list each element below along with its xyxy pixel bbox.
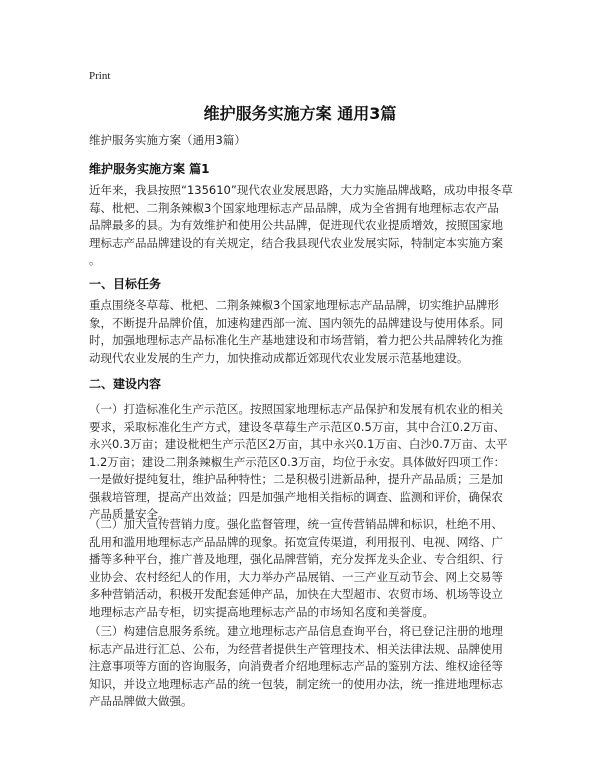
text-line: 永兴0.3万亩；建设枇杷生产示范区2万亩，其中永兴0.1万亩、白沙0.7万亩、太平 [89,437,508,451]
text-line: 。 [89,253,101,267]
text-line: 强栽培管理，提高产出效益；四是加强产地相关指标的调查、监测和评价，确保农 [89,489,503,504]
intro-paragraph [89,182,514,270]
text-line: 标志产品进行汇总、公布，为经营者提供生产管理技术、相关法律法规、品牌使用 [89,641,503,656]
text-line: 产品质量安全。 [89,507,170,521]
text-line: 莓、枇杷、二荆条辣椒3个国家地理标志产品品牌，成为全省拥有地理标志农产品 [89,200,499,215]
text-line: 象，不断提升品牌价值，加速构建西部一流、国内领先的品牌建设与使用体系。同 [89,315,503,330]
text-line: （二）加大宣传营销力度。强化监督管理，统一宣传营销品牌和标识，杜绝不用、 [89,517,503,531]
document-title: 维护服务实施方案 通用3篇 [203,104,397,123]
text-line: 多种营销活动，积极开发配套延伸产品，加快在大型超市、农贸市场、机场等设立 [89,587,503,601]
text-line: 动现代农业发展的生产力，加快推动成都近郊现代农业发展示范基地建设。 [89,350,469,365]
text-line: （一）打造标准化生产示范区。按照国家地理标志产品保护和发展有机农业的相关 [89,402,503,416]
document-subtitle: 维护服务实施方案（通用3篇） [89,133,246,147]
content-paragraph-1 [89,401,514,524]
content-paragraph-2 [89,516,514,621]
section-goals-title: 一、目标任务 [89,277,162,291]
text-line: 近年来，我县按照“135610”现代农业发展思路，大力实施品牌战略，成功申报冬草 [89,183,513,197]
text-line: 一是做好提纯复壮，维护品种特性；二是积极引进新品种，提升产品品质；三是加 [89,472,503,486]
text-line: 重点围绕冬草莓、枇杷、二荆条辣椒3个国家地理标志产品品牌，切实维护品牌形 [89,298,499,312]
text-line: 乱用和滥用地理标志产品品牌的现象。拓宽宣传渠道，利用报刊、电视、网络、广 [89,534,503,549]
content-paragraph-3 [89,623,514,711]
text-line: 注意事项等方面的咨询服务，向消费者介绍地理标志产品的鉴别方法、维权途径等 [89,659,503,673]
section-goals-paragraph [89,297,514,367]
text-line: 产品品牌做大做强。 [89,694,193,708]
text-line: 地理标志产品专柜，切实提高地理标志产品的市场知名度和美誉度。 [89,604,434,619]
article-title: 维护服务实施方案 篇1 [89,162,210,176]
text-line: 1.2万亩；建设二荆条辣椒生产示范区0.3万亩，均位于永安。具体做好四项工作： [89,454,506,469]
text-line: 品牌最多的县。为有效维护和使用公共品牌，促进现代农业提质增效，按照国家地 [89,218,503,232]
print-link[interactable]: Print [89,70,111,82]
text-line: 业协会、农村经纪人的作用，大力举办产品展销、一三产业互动节会、网上交易等 [89,569,503,584]
text-line: 时，加强地理标志产品标准化生产基地建设和市场营销，着力把公共品牌转化为推 [89,333,503,347]
text-line: 理标志产品品牌建设的有关规定，结合我县现代农业发展实际，特制定本实施方案 [89,235,503,250]
text-line: （三）构建信息服务系统。建立地理标志产品信息查询平台，将已登记注册的地理 [89,624,503,638]
text-line: 知识，并设立地理标志产品的统一包装，制定统一的使用办法，统一推进地理标志 [89,676,503,691]
text-line: 播等多种平台，推广普及地理，强化品牌营销，充分发挥龙头企业、专合组织、行 [89,552,503,566]
text-line: 要求，采取标准化生产方式，建设冬草莓生产示范区0.5万亩，其中合江0.2万亩、 [89,419,506,434]
section-content-title: 二、建设内容 [89,377,162,391]
